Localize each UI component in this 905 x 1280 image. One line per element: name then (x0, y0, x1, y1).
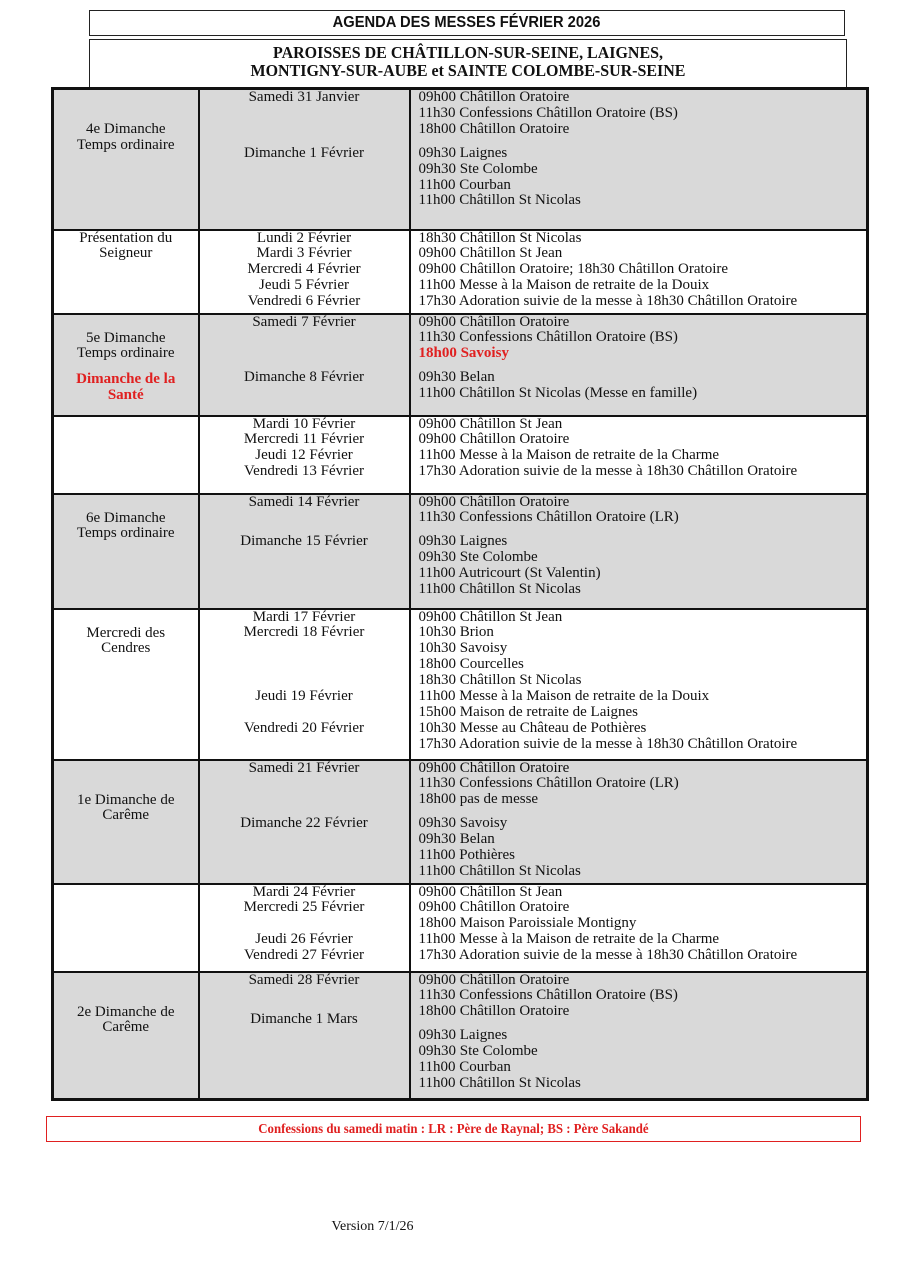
event-entry: 17h30 Adoration suivie de la messe à 18h30 Châtillon Oratoire (418, 735, 798, 752)
date-label: Samedi 31 Janvier (248, 89, 360, 105)
season-label: Temps ordinaire (76, 136, 175, 153)
liturgical-season-cell (53, 416, 199, 494)
event-entry: 18h00 Maison Paroissiale Montigny (418, 915, 637, 932)
liturgical-season-cell (53, 89, 199, 230)
event-entry: 09h00 Châtillon Oratoire; 18h30 Châtillon Oratoire (418, 261, 729, 278)
events-cell (410, 89, 868, 230)
events-cell (410, 884, 868, 972)
event-entry: 11h30 Confessions Châtillon Oratoire (BS) (418, 329, 678, 346)
mass-schedule-table (51, 87, 869, 1101)
version-label: Version 7/1/26 (331, 1219, 414, 1234)
season-label: Carême (102, 807, 150, 824)
dates-cell (199, 314, 410, 416)
spacer (200, 346, 409, 362)
event-entry: 11h00 Courban (418, 1059, 511, 1076)
event-entry: 09h30 Ste Colombe (418, 1043, 538, 1060)
date-label: Mercredi 25 Février (243, 899, 365, 916)
event-entry: 11h00 Châtillon St Nicolas (Messe en famille) (418, 385, 698, 402)
date-label: Dimanche 1 Mars (250, 1011, 358, 1028)
event-entry: 17h30 Adoration suivie de la messe à 18h30 Châtillon Oratoire (418, 293, 798, 310)
event-entry: 11h00 Messe à la Maison de retraite de la Charme (418, 447, 720, 464)
dates-cell (199, 416, 410, 494)
events-cell (410, 314, 868, 416)
dates-cell (199, 972, 410, 1100)
events-cell (410, 230, 868, 314)
liturgical-season-cell (53, 972, 199, 1100)
date-label: Mercredi 11 Février (243, 431, 365, 448)
schedule-row (53, 884, 868, 972)
schedule-row (53, 972, 868, 1100)
date-label: Dimanche 15 Février (240, 533, 368, 550)
dates-cell (199, 230, 410, 314)
date-label: Mercredi 4 Février (247, 261, 361, 278)
event-entry: 18h30 Châtillon St Nicolas (418, 229, 582, 246)
schedule-row (53, 760, 868, 884)
event-entry: 18h00 Courcelles (418, 656, 524, 673)
date-label: Vendredi 13 Février (244, 463, 364, 480)
dates-cell (199, 89, 410, 230)
event-entry: 11h00 Châtillon St Nicolas (418, 581, 581, 598)
event-entry: 09h00 Châtillon Oratoire (418, 493, 570, 510)
event-entry: 15h00 Maison de retraite de Laignes (418, 703, 639, 720)
liturgical-season-cell (53, 230, 199, 314)
event-entry: 11h00 Pothières (418, 847, 516, 864)
liturgical-season-cell (53, 884, 199, 972)
confessions-footnote (46, 1116, 861, 1142)
event-entry: 10h30 Savoisy (418, 640, 508, 657)
date-label: Samedi 21 Février (248, 759, 360, 776)
season-label: Carême (102, 1019, 150, 1036)
event-entry: 11h00 Autricourt (St Valentin) (418, 565, 601, 582)
event-entry: 09h00 Châtillon St Jean (418, 415, 563, 432)
event-entry: 09h00 Châtillon Oratoire (418, 313, 570, 330)
event-entry: 09h30 Ste Colombe (418, 549, 538, 566)
dates-cell (199, 609, 410, 760)
events-cell (410, 416, 868, 494)
dates-cell (199, 760, 410, 884)
date-label: Mercredi 18 Février (243, 624, 365, 641)
parishes-line-1: PAROISSES DE CHÂTILLON-SUR-SEINE, LAIGNES, (273, 43, 663, 62)
event-entry: 09h00 Châtillon Oratoire (418, 899, 570, 916)
schedule-row (53, 494, 868, 609)
season-label: 6e Dimanche (85, 509, 166, 526)
event-entry: 18h00 pas de messe (418, 791, 539, 808)
date-label: Mardi 10 Février (252, 415, 356, 432)
event-entry: 09h30 Laignes (418, 1027, 508, 1044)
date-label: Samedi 28 Février (248, 971, 360, 988)
season-label: Temps ordinaire (76, 345, 175, 362)
season-label: Cendres (101, 640, 151, 657)
season-label: Temps ordinaire (76, 525, 175, 542)
spacer (200, 792, 409, 808)
date-label: Vendredi 20 Février (244, 719, 364, 736)
schedule-row (53, 314, 868, 416)
event-entry: 11h30 Confessions Châtillon Oratoire (BS) (418, 104, 678, 121)
date-label: Jeudi 12 Février (255, 447, 353, 464)
season-label: 2e Dimanche de (77, 1003, 175, 1020)
event-entry: 09h30 Laignes (418, 144, 508, 161)
date-label: Vendredi 6 Février (247, 293, 361, 310)
event-entry: 09h30 Savoisy (418, 815, 508, 832)
event-entry: 09h00 Châtillon St Jean (418, 245, 563, 262)
liturgical-season-cell (53, 760, 199, 884)
season-label: Présentation du (79, 229, 173, 246)
events-cell (410, 760, 868, 884)
date-label: Jeudi 19 Février (255, 687, 353, 704)
event-entry: 11h00 Messe à la Maison de retraite de la Douix (418, 277, 710, 294)
spacer (200, 673, 409, 689)
spacer (200, 776, 409, 792)
spacer (200, 705, 409, 721)
date-label: Dimanche 8 Février (244, 369, 364, 386)
date-label: Jeudi 5 Février (259, 277, 349, 294)
event-entry: 11h00 Courban (418, 176, 511, 193)
liturgical-season-cell (53, 494, 199, 609)
event-entry: 11h30 Confessions Châtillon Oratoire (LR) (418, 509, 679, 526)
event-entry: 09h30 Ste Colombe (418, 160, 538, 177)
schedule-row (53, 416, 868, 494)
event-entry: 09h30 Belan (418, 369, 495, 386)
event-entry: 17h30 Adoration suivie de la messe à 18h30 Châtillon Oratoire (418, 463, 798, 480)
spacer (200, 988, 409, 1004)
season-label: 1e Dimanche de (77, 791, 175, 808)
spacer (200, 657, 409, 673)
date-label: Dimanche 1 Février (244, 144, 364, 161)
event-entry: 11h00 Messe à la Maison de retraite de la Douix (418, 688, 710, 705)
event-entry: 09h30 Belan (418, 831, 495, 848)
event-entry: 09h00 Châtillon Oratoire (418, 759, 570, 776)
event-entry: 18h00 Châtillon Oratoire (418, 120, 570, 137)
date-label: Samedi 7 Février (252, 313, 356, 330)
special-sunday-label: Santé (107, 387, 144, 404)
event-entry: 17h30 Adoration suivie de la messe à 18h30 Châtillon Oratoire (418, 947, 798, 964)
schedule-row (53, 230, 868, 314)
date-label: Jeudi 26 Février (255, 931, 353, 948)
event-entry: 18h00 Châtillon Oratoire (418, 1003, 570, 1020)
highlighted-event: 18h00 Savoisy (418, 345, 509, 362)
schedule-row (53, 609, 868, 760)
confessions-footnote-text: Confessions du samedi matin : LR : Père de Raynal; BS : Père Sakandé (258, 1121, 649, 1136)
date-label: Mardi 17 Février (252, 608, 356, 625)
season-label: 4e Dimanche (85, 121, 166, 137)
date-label: Vendredi 27 Février (244, 947, 364, 964)
event-entry: 09h00 Châtillon St Jean (418, 883, 563, 900)
event-entry: 18h30 Châtillon St Nicolas (418, 672, 582, 689)
agenda-title-box (89, 10, 845, 36)
spacer (200, 916, 409, 932)
event-entry: 11h00 Châtillon St Nicolas (418, 862, 581, 879)
event-entry: 09h30 Laignes (418, 533, 508, 550)
season-label: Seigneur (99, 245, 153, 262)
date-label: Mardi 3 Février (256, 245, 352, 262)
events-cell (410, 972, 868, 1100)
event-entry: 11h30 Confessions Châtillon Oratoire (LR) (418, 775, 679, 792)
event-entry: 11h30 Confessions Châtillon Oratoire (BS) (418, 987, 678, 1004)
spacer (200, 510, 409, 526)
event-entry: 09h00 Châtillon Oratoire (418, 89, 570, 105)
date-label: Samedi 14 Février (248, 493, 360, 510)
date-label: Mardi 24 Février (252, 883, 356, 900)
spacer (200, 641, 409, 657)
schedule-row (53, 89, 868, 230)
event-entry: 11h00 Messe à la Maison de retraite de la Charme (418, 931, 720, 948)
spacer (200, 106, 409, 122)
dates-cell (199, 494, 410, 609)
event-entry: 09h00 Châtillon Oratoire (418, 431, 570, 448)
parishes-line-2: MONTIGNY-SUR-AUBE et SAINTE COLOMBE-SUR-SEINE (250, 61, 686, 80)
event-entry: 11h00 Châtillon St Nicolas (418, 192, 581, 209)
agenda-title: AGENDA DES MESSES FÉVRIER 2026 (333, 14, 601, 31)
spacer (200, 122, 409, 138)
season-label: 5e Dimanche (85, 329, 166, 346)
spacer (200, 330, 409, 346)
parishes-header-box (89, 39, 847, 89)
event-entry: 10h30 Brion (418, 624, 494, 641)
event-entry: 09h00 Châtillon St Jean (418, 608, 563, 625)
event-entry: 09h00 Châtillon Oratoire (418, 971, 570, 988)
dates-cell (199, 884, 410, 972)
liturgical-season-cell (53, 314, 199, 416)
event-entry: 11h00 Châtillon St Nicolas (418, 1074, 581, 1091)
events-cell (410, 494, 868, 609)
liturgical-season-cell (53, 609, 199, 760)
event-entry: 10h30 Messe au Château de Pothières (418, 719, 647, 736)
events-cell (410, 609, 868, 760)
date-label: Dimanche 22 Février (240, 815, 368, 832)
date-label: Lundi 2 Février (256, 229, 352, 246)
special-sunday-label: Dimanche de la (76, 371, 176, 388)
season-label: Mercredi des (86, 624, 166, 641)
